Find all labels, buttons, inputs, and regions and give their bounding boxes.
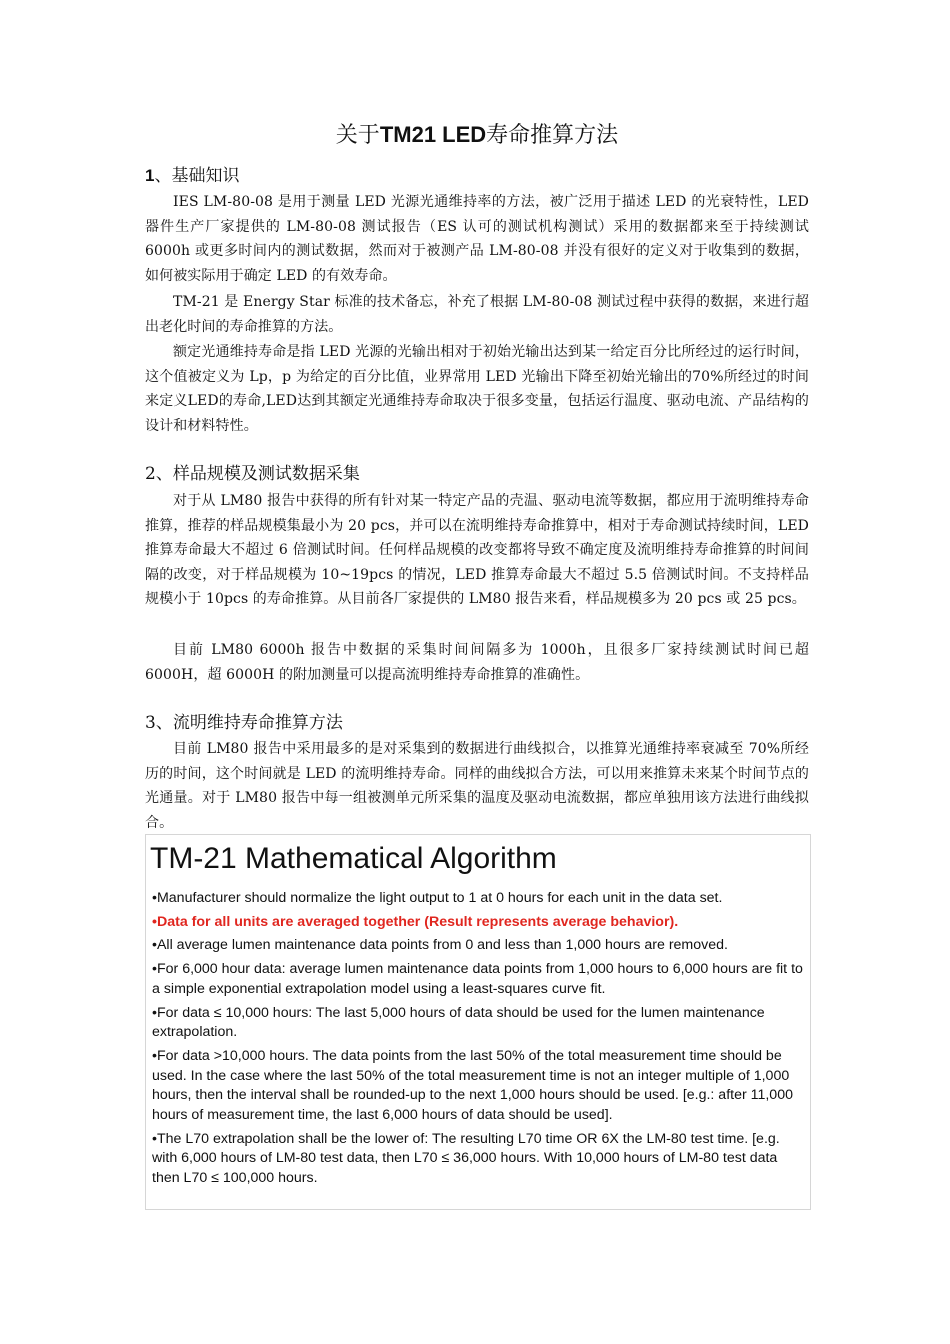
section-number: 1 <box>145 166 155 185</box>
section-2-paragraph-1: 对于从 LM80 报告中获得的所有针对某一特定产品的壳温、驱动电流等数据，都应用于流明维持寿命推算，推荐的样品规模集最小为 20 pcs，并可以在流明维持寿命推算中，相对于寿命测试持续时间，LED 推算寿命最大不超过 6 倍测试时间。任何样品规模的改变都将导致不确定度及流明维持寿命推算的时间间隔的改变，对于样品规模为 10~19pcs 的情况，LED 推算寿命最大不超过 5.5 倍测试时间。不支持样品规模小于 10pcs 的寿命推算。从目前各厂家提供的 LM80 报告来看，样品规模多为 20 pcs 或 25 pcs。 <box>145 493 809 607</box>
figure-bullet: •For 6,000 hour data: average lumen maintenance data points from 1,000 hours to 6,000 hours are fit to a simple exponential extrapolation model using a least-squares curve fit. <box>152 961 803 997</box>
section-3-heading <box>145 711 343 735</box>
title-bold: TM21 LED <box>379 122 487 147</box>
section-number: 2 <box>145 464 156 484</box>
figure-bullet: •For data >10,000 hours. The data points from the last 50% of the total measurement time should be used. In the case where the last 50% of the total measurement time is not an integer multiple of 1,000 hours, then the interval shall be rounded-up to the next 1,000 hours should be used. [e.g.: after 11,000 hours of measurement time, the last 6,000 hours of data should be used]. <box>152 1047 793 1124</box>
section-2-paragraph-2: 目前 LM80 6000h 报告中数据的采集时间间隔多为 1000h，且很多厂家持续测试时间已超 6000H，超 6000H 的附加测量可以提高流明维持寿命推算的准确性。 <box>145 642 809 683</box>
figure-title: TM-21 Mathematical Algorithm <box>150 842 557 875</box>
section-number: 3 <box>145 713 156 733</box>
figure-bullet-list <box>152 889 808 1193</box>
section-1-paragraph-2: TM-21 是 Energy Star 标准的技术备忘，补充了根据 LM-80-08 测试过程中获得的数据，来进行超出老化时间的寿命推算的方法。 <box>145 294 809 335</box>
section-heading-text: 、基础知识 <box>154 166 240 186</box>
title-suffix: 寿命推算方法 <box>486 123 619 148</box>
figure-bullet-highlighted: •Data for all units are averaged together (Result represents average behavior). <box>152 913 679 930</box>
figure-bullet: •For data ≤ 10,000 hours: The last 5,000 hours of data should be used for the lumen maintenance extrapolation. <box>152 1004 765 1041</box>
section-1-heading <box>145 164 239 188</box>
section-heading-text: 、流明维持寿命推算方法 <box>155 713 343 733</box>
title-prefix: 关于 <box>335 123 380 148</box>
section-3-paragraph-1: 目前 LM80 报告中采用最多的是对采集到的数据进行曲线拟合，以推算光通维持率衰减至 70%所经历的时间，这个时间就是 LED 的流明维持寿命。同样的曲线拟合方法，可以用来推算未来某个时间节点的光通量。对于 LM80 报告中每一组被测单元所采集的温度及驱动电流数据，都应单独用该方法进行曲线拟合。 <box>145 741 809 831</box>
figure-bullet: •The L70 extrapolation shall be the lower of: The resulting L70 time OR 6X the LM-80 test time. [e.g. with 6,000 hours of LM-80 test data, then L70 ≤ 36,000 hours. With 10,000 hours of LM-80 test data then L70 ≤ 100,000 hours. <box>152 1130 780 1187</box>
figure-bullet: •All average lumen maintenance data points from 0 and less than 1,000 hours are removed. <box>152 937 728 954</box>
figure-bullet: •Manufacturer should normalize the light output to 1 at 0 hours for each unit in the data set. <box>152 890 723 906</box>
page-title <box>145 120 809 151</box>
section-1-paragraph-1: IES LM-80-08 是用于测量 LED 光源光通维持率的方法，被广泛用于描述 LED 的光衰特性，LED 器件生产厂家提供的 LM-80-08 测试报告（ES 认可的测试机构测试）采用的数据都来至于持续测试 6000h 或更多时间内的测试数据，然而对于被测产品 LM-80-08 并没有很好的定义对于收集到的数据，如何被实际用于确定 LED 的有效寿命。 <box>145 194 809 284</box>
section-1-paragraph-3: 额定光通维持寿命是指 LED 光源的光输出相对于初始光输出达到某一给定百分比所经过的运行时间，这个值被定义为 Lp，p 为给定的百分比值，业界常用 LED 光输出下降至初始光输出的70%所经过的时间来定义LED的寿命,LED达到其额定光通维持寿命取决于很多变量，包括运行温度、驱动电流、产品结构的设计和材料特性。 <box>145 344 809 434</box>
section-heading-text: 、样品规模及测试数据采集 <box>155 464 360 484</box>
section-2-heading <box>145 462 360 486</box>
tm21-algorithm-figure <box>145 834 811 1210</box>
